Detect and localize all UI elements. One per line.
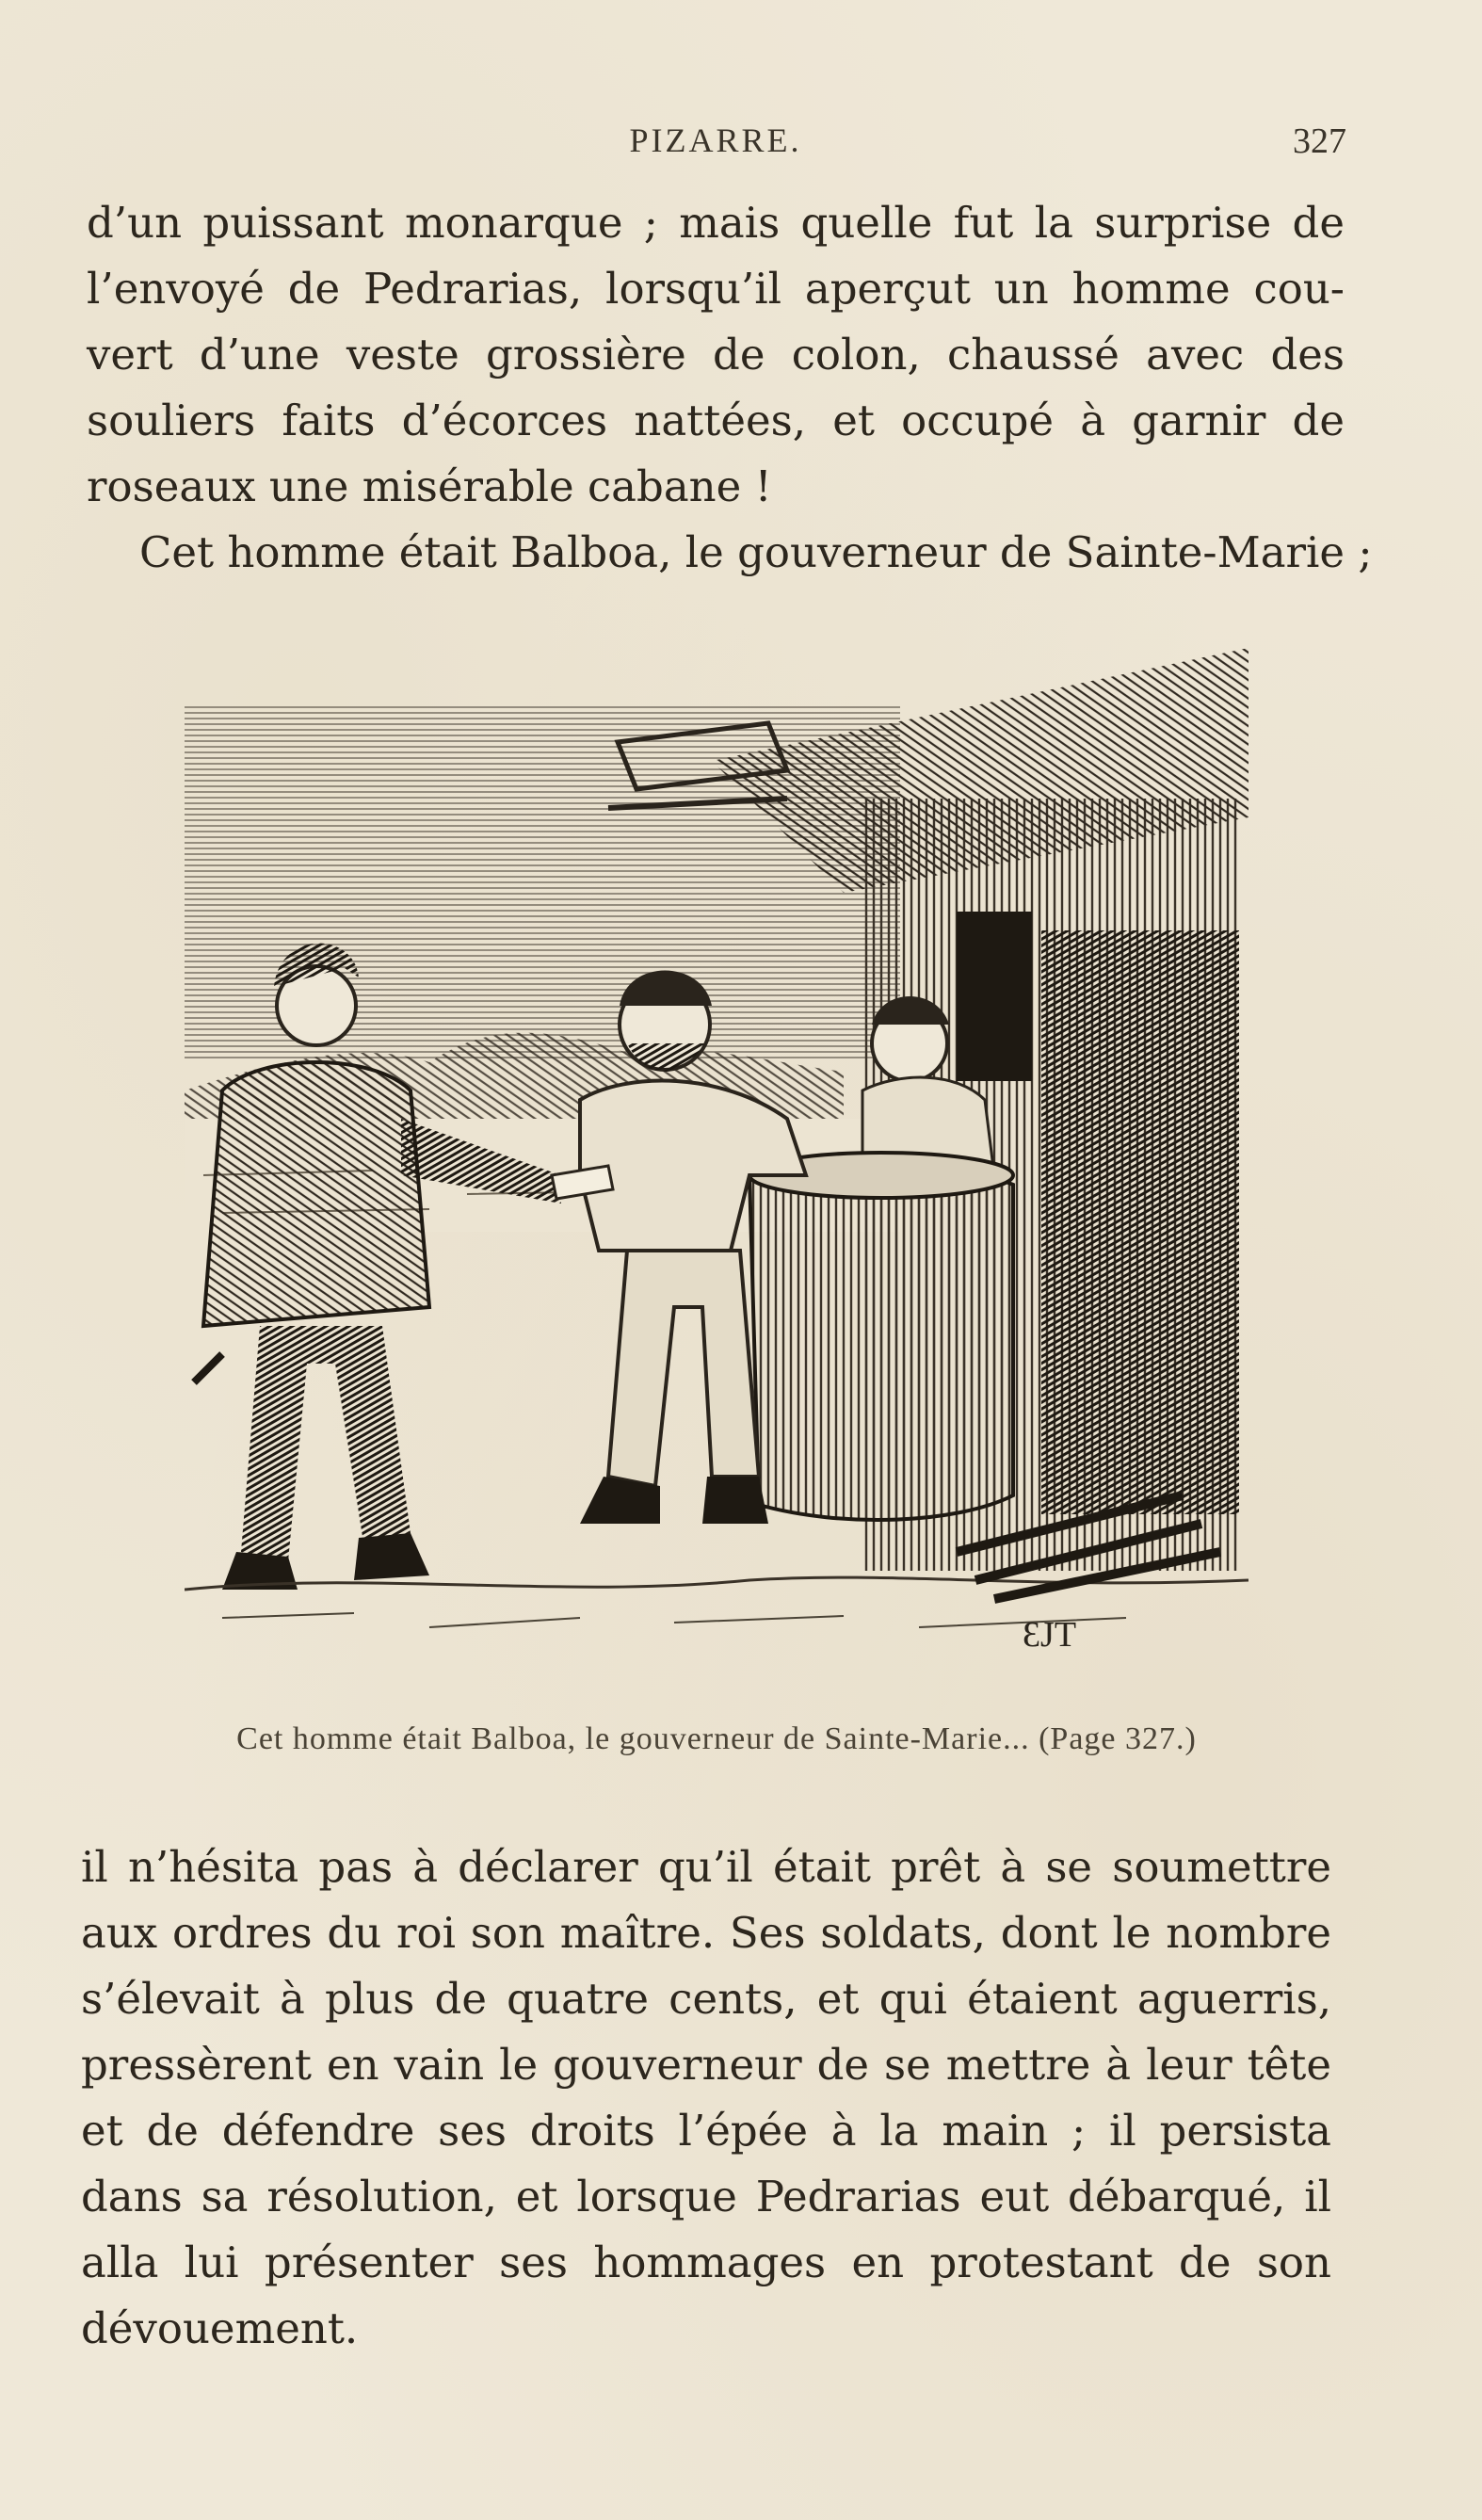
text-line: pressèrent en vain le gouverneur de se mettre à leur tête bbox=[81, 2040, 1331, 2090]
figure-caption: Cet homme était Balboa, le gouverneur de Sainte-Marie... (Page 327.) bbox=[236, 1721, 1197, 1756]
barrel bbox=[749, 1153, 1013, 1520]
text-line: vert d’une veste grossière de colon, chaussé avec des bbox=[87, 330, 1345, 380]
text-line: dévouement. bbox=[81, 2303, 359, 2353]
engraving-illustration bbox=[185, 648, 1248, 1674]
text-line: souliers faits d’écorces nattées, et occupé à garnir de bbox=[87, 396, 1345, 445]
text-line: dans sa résolution, et lorsque Pedrarias eut débarqué, il bbox=[81, 2172, 1331, 2221]
page-number: 327 bbox=[1293, 121, 1346, 161]
text-line: l’envoyé de Pedrarias, lorsqu’il aperçut un homme cou- bbox=[87, 264, 1345, 314]
text-line: et de défendre ses droits l’épée à la main ; il persista bbox=[81, 2106, 1331, 2156]
text-line: d’un puissant monarque ; mais quelle fut la surprise de bbox=[87, 198, 1345, 248]
text-line: alla lui présenter ses hommages en protestant de son bbox=[81, 2237, 1331, 2287]
running-title: PIZARRE. bbox=[629, 121, 802, 159]
running-head bbox=[85, 121, 1346, 162]
bottom-paragraph bbox=[81, 1834, 1331, 2362]
text-line: roseaux une misérable cabane ! bbox=[87, 461, 772, 511]
text-line: aux ordres du roi son maître. Ses soldats, dont le nombre bbox=[81, 1908, 1331, 1958]
engraver-mark: ƐJT bbox=[1023, 1615, 1077, 1655]
text-line: Cet homme était Balboa, le gouverneur de Sainte-Marie ; bbox=[139, 527, 1373, 577]
text-line: s’élevait à plus de quatre cents, et qui étaient aguerris, bbox=[81, 1974, 1331, 2024]
top-paragraph bbox=[87, 190, 1373, 586]
text-line: il n’hésita pas à déclarer qu’il était prêt à se soumettre bbox=[81, 1842, 1331, 1892]
